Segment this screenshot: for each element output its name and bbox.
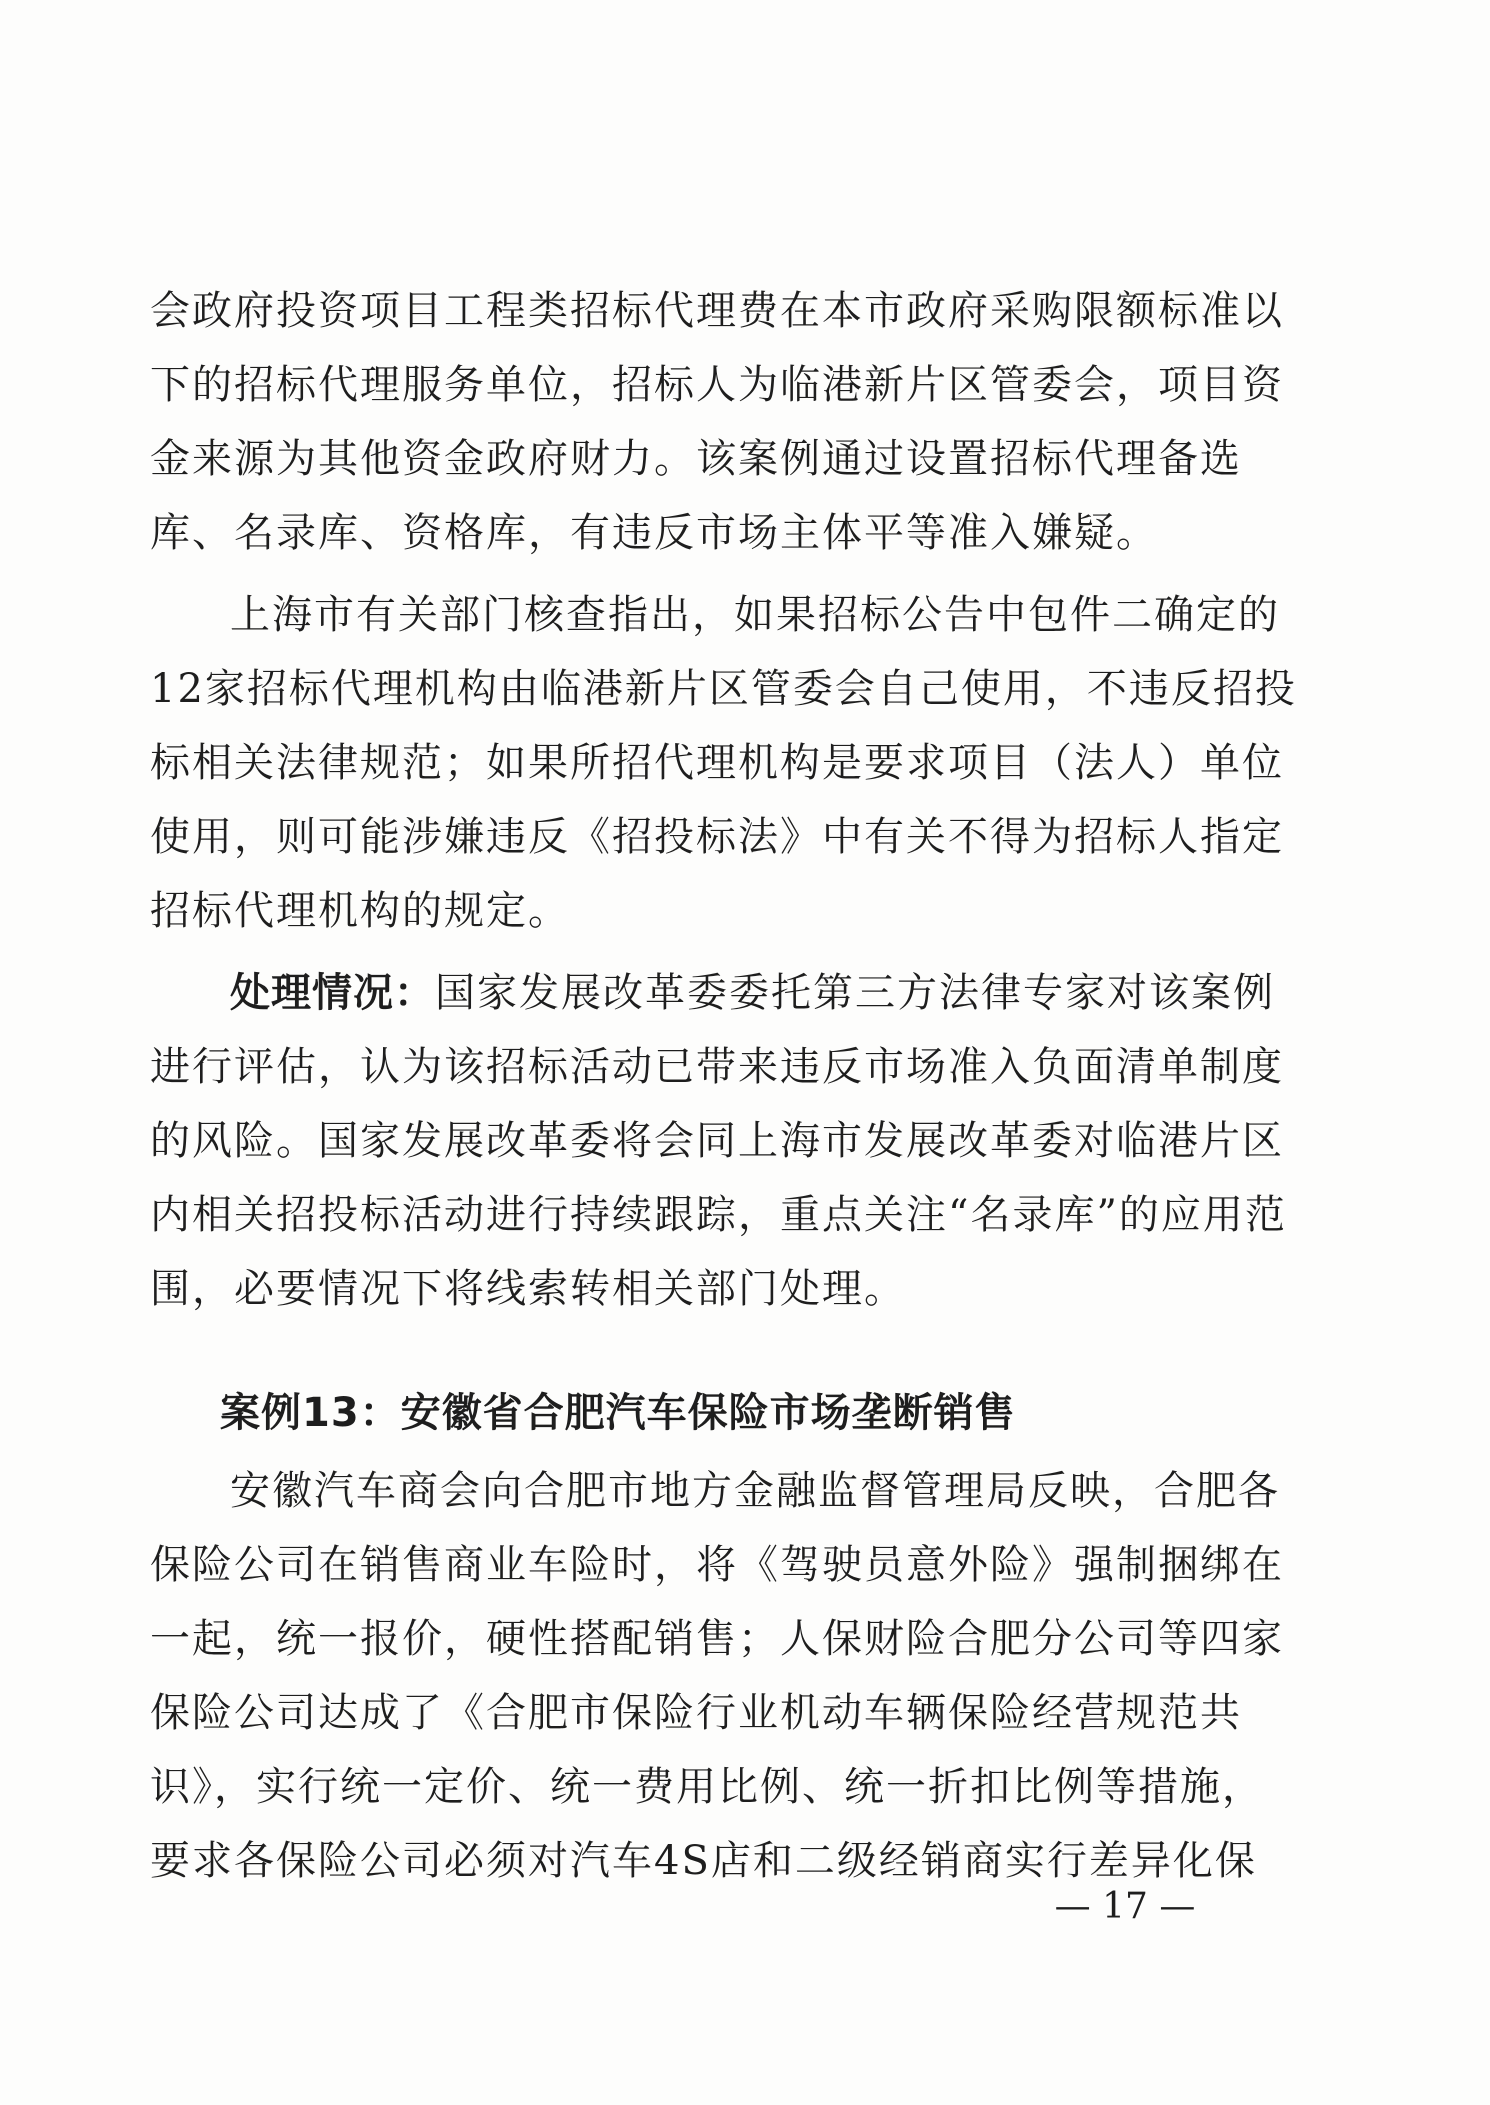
handling-line-4: 内相关招投标活动进行持续跟踪，重点关注“名录库”的应用范	[150, 1192, 1287, 1238]
paragraph-2-line-3: 标相关法律规范；如果所招代理机构是要求项目（法人）单位	[150, 740, 1284, 786]
handling-line-2: 进行评估，认为该招标活动已带来违反市场准入负面清单制度	[150, 1044, 1284, 1090]
paragraph-3-line-3: 一起，统一报价，硬性搭配销售；人保财险合肥分公司等四家	[150, 1616, 1284, 1662]
paragraph-1-line-4: 库、名录库、资格库，有违反市场主体平等准入嫌疑。	[150, 510, 1158, 556]
paragraph-2-line-1: 上海市有关部门核查指出，如果招标公告中包件二确定的	[230, 592, 1280, 638]
paragraph-3-line-2: 保险公司在销售商业车险时，将《驾驶员意外险》强制捆绑在	[150, 1542, 1284, 1588]
paragraph-2-line-5: 招标代理机构的规定。	[150, 888, 570, 934]
case-13-heading: 案例13：安徽省合肥汽车保险市场垄断销售	[220, 1390, 1016, 1436]
paragraph-3-line-1: 安徽汽车商会向合肥市地方金融监督管理局反映，合肥各	[230, 1468, 1280, 1514]
page-number: — 17 —	[1054, 1886, 1196, 1927]
handling-label: 处理情况：	[230, 970, 435, 1016]
paragraph-3-line-6: 要求各保险公司必须对汽车4S店和二级经销商实行差异化保	[150, 1838, 1257, 1884]
paragraph-1-line-3: 金来源为其他资金政府财力。该案例通过设置招标代理备选	[150, 436, 1242, 482]
handling-line-5: 围，必要情况下将线索转相关部门处理。	[150, 1266, 906, 1312]
paragraph-1-line-2: 下的招标代理服务单位，招标人为临港新片区管委会，项目资	[150, 362, 1284, 408]
paragraph-2-line-4: 使用，则可能涉嫌违反《招投标法》中有关不得为招标人指定	[150, 814, 1284, 860]
paragraph-2-line-2: 12家招标代理机构由临港新片区管委会自己使用，不违反招投	[150, 666, 1297, 712]
paragraph-1-line-1: 会政府投资项目工程类招标代理费在本市政府采购限额标准以	[150, 288, 1284, 334]
handling-line-3: 的风险。国家发展改革委将会同上海市发展改革委对临港片区	[150, 1118, 1284, 1164]
handling-line-1	[230, 958, 1275, 1028]
paragraph-3-line-4: 保险公司达成了《合肥市保险行业机动车辆保险经营规范共	[150, 1690, 1242, 1736]
handling-text-1: 国家发展改革委委托第三方法律专家对该案例	[435, 970, 1275, 1016]
paragraph-3-line-5: 识》，实行统一定价、统一费用比例、统一折扣比例等措施，	[150, 1764, 1264, 1810]
